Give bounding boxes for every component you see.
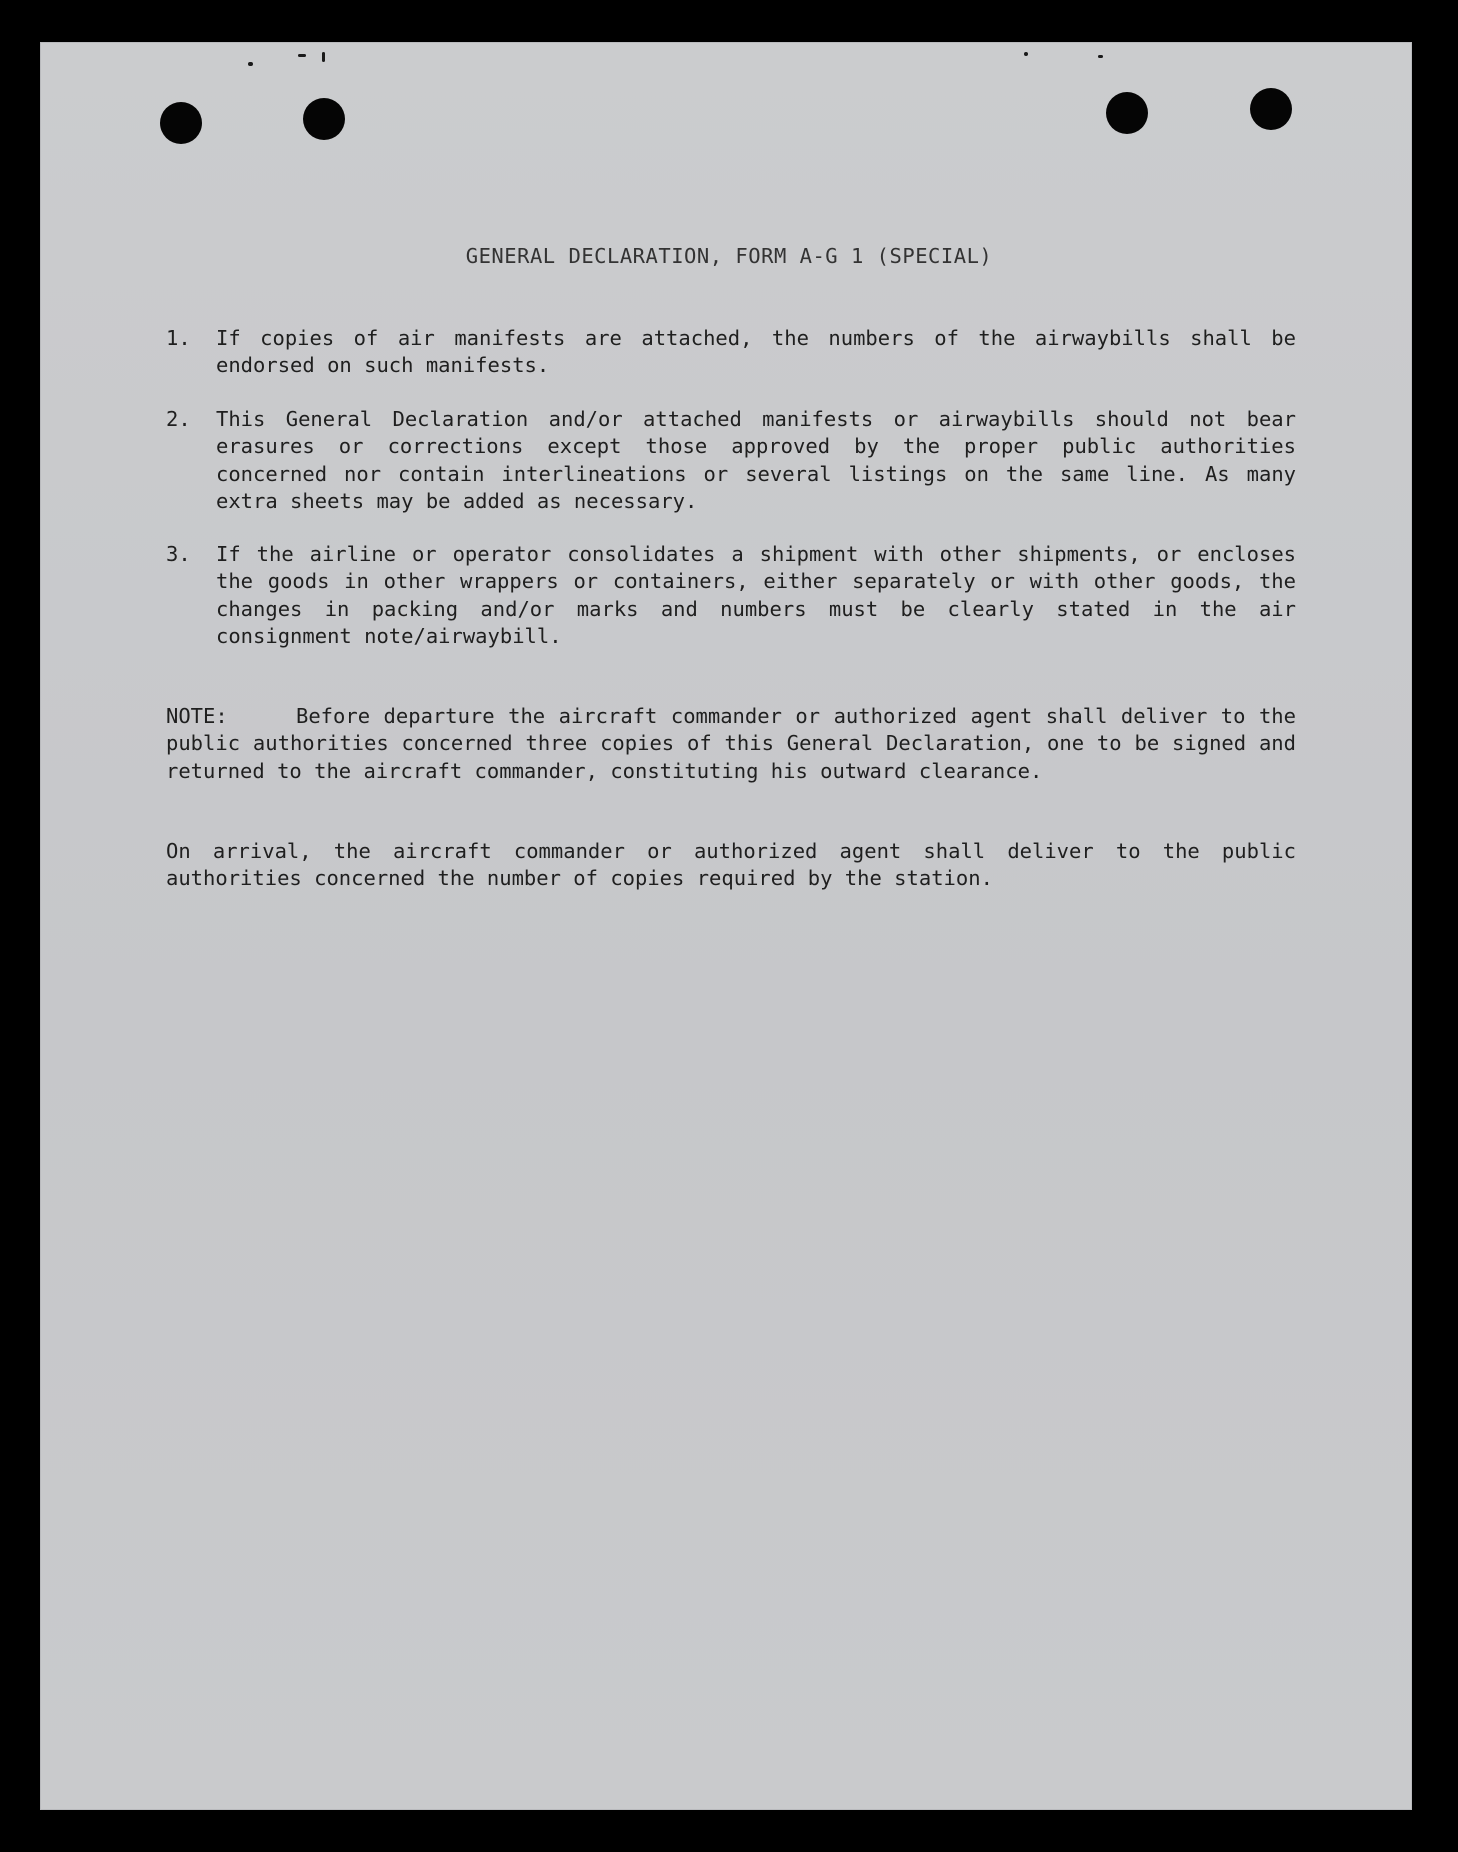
note-text: Before departure the aircraft commander or authorized agent shall deliver to the public authorities concerned three copies of this General Declaration, one to be signed and returned to the aircraft commander, constituting his outward clearance. — [166, 704, 1296, 783]
list-item-text: If copies of air manifests are attached, the numbers of the airwaybills shall be endorsed on such manifests. — [216, 326, 1296, 378]
list-item-number: 1. — [166, 326, 191, 350]
list-item-number: 2. — [166, 407, 191, 431]
note-label: NOTE: — [166, 704, 228, 728]
note-paragraph — [166, 703, 1296, 785]
arrival-text: On arrival, the aircraft commander or authorized agent shall deliver to the public authorities concerned the number of copies required by the station. — [166, 839, 1296, 891]
list-item-text: This General Declaration and/or attached manifests or airwaybills should not bear erasures or corrections except those approved by the proper public authorities concerned nor contain interlineations or several listings on the same line. As many extra sheets may be added as necessary. — [216, 407, 1296, 513]
arrival-paragraph — [166, 838, 1296, 893]
list-item-text: If the airline or operator consolidates a shipment with other shipments, or encloses the goods in other wrappers or containers, either separately or with other goods, the changes in packing and/or marks and numbers must be clearly stated in the air consignment note/airwaybill. — [216, 542, 1296, 648]
list-item-number: 3. — [166, 542, 191, 566]
page-title: GENERAL DECLARATION, FORM A-G 1 (SPECIAL) — [465, 244, 993, 268]
